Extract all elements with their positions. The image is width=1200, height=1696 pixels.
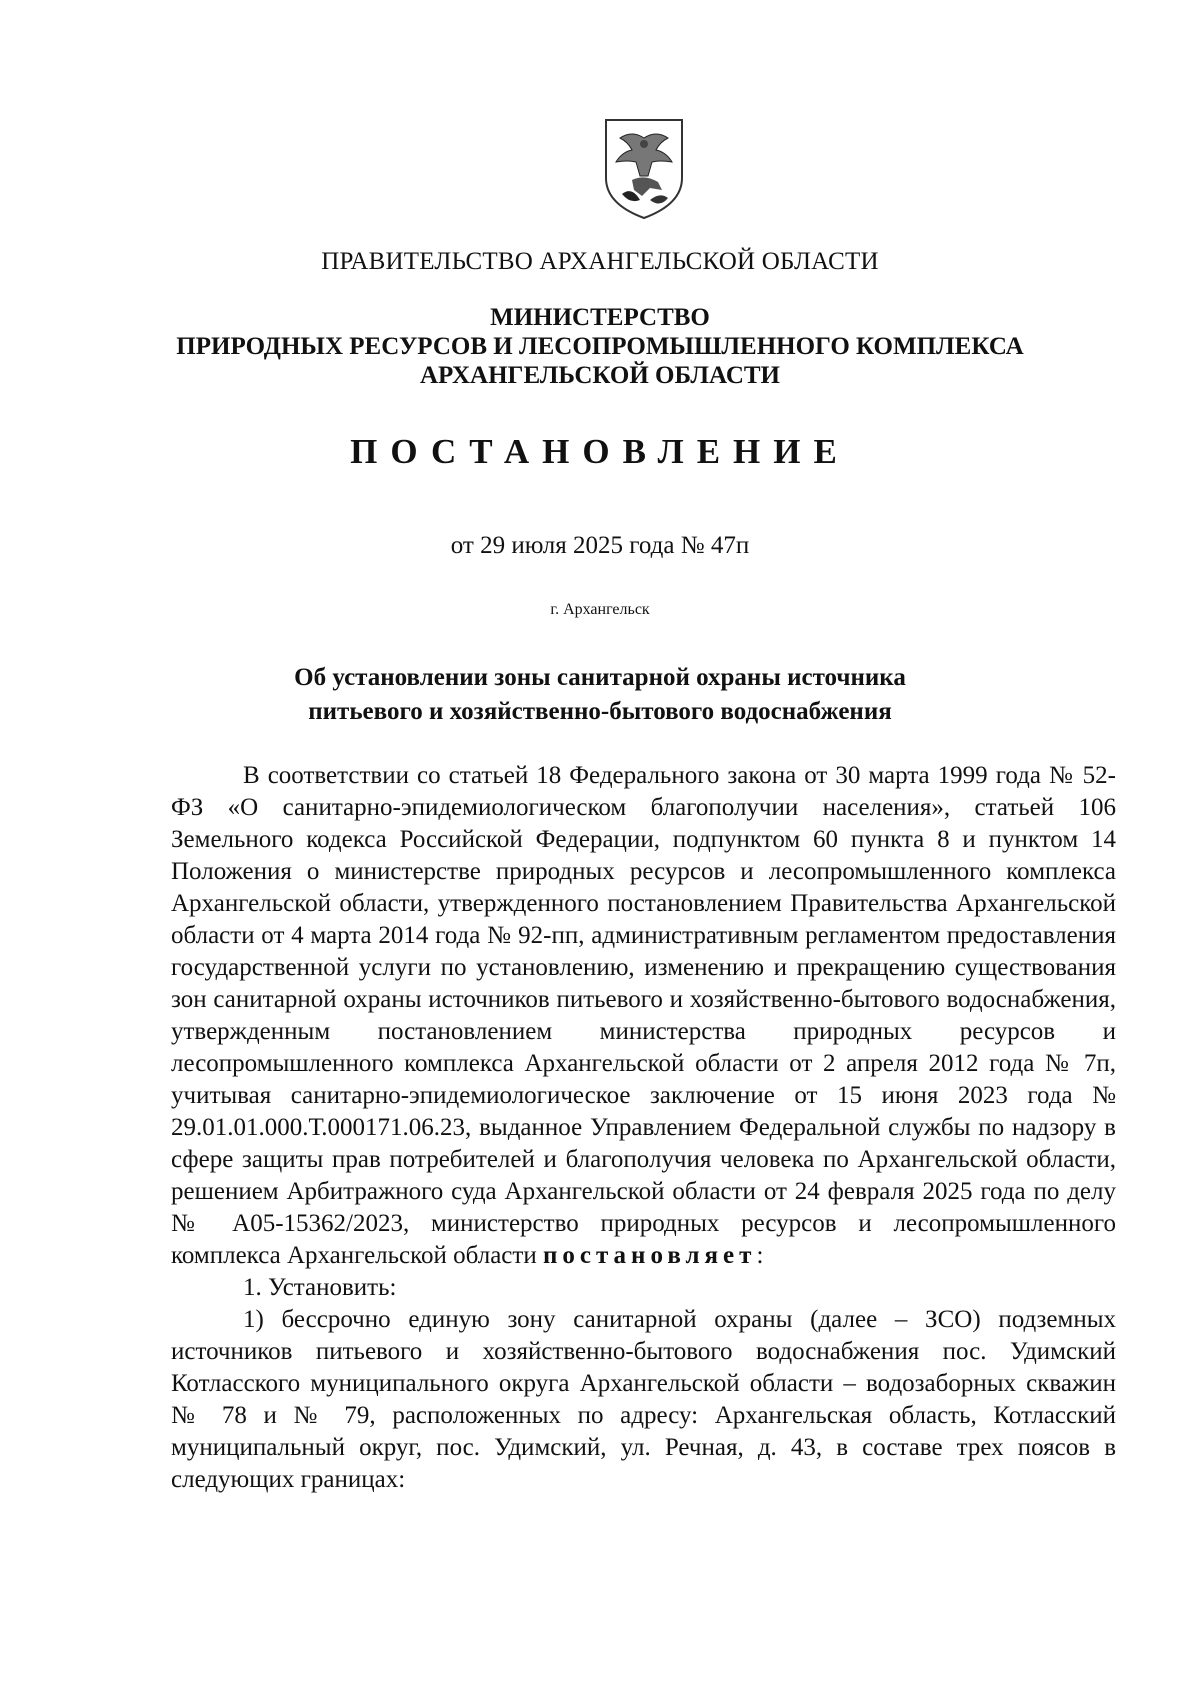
- ministry-line-1: МИНИСТЕРСТВО: [490, 304, 710, 331]
- item-1: 1. Установить:: [243, 1274, 397, 1301]
- coat-of-arms-icon: [602, 116, 686, 220]
- document-city: г. Архангельск: [550, 601, 650, 618]
- resolves-word: постановляет: [542, 1242, 757, 1269]
- government-name: ПРАВИТЕЛЬСТВО АРХАНГЕЛЬСКОЙ ОБЛАСТИ: [321, 248, 879, 275]
- resolves-colon: :: [756, 1242, 764, 1269]
- document-type: ПОСТАНОВЛЕНИЕ: [350, 432, 850, 471]
- ministry-line-2: ПРИРОДНЫХ РЕСУРСОВ И ЛЕСОПРОМЫШЛЕННОГО КОМПЛЕКСА: [176, 333, 1024, 360]
- subject-line-2: питьевого и хозяйственно-бытового водоснабжения: [308, 698, 892, 725]
- ministry-name: [0, 303, 1200, 390]
- document-body: [171, 760, 1116, 1496]
- document-subject: [0, 661, 1200, 729]
- item-1-1: 1) бессрочно единую зону санитарной охраны (далее – ЗСО) подземных источников питьевого и хозяйственно-бытового водоснабжения пос. Удимский Котласского муниципального округа Архангельской области – водозаборных скважин № 78 и № 79, расположенных по адресу: Архангельская область, Котласский муниципальный округ, пос. Удимский, ул. Речная, д. 43, в составе трех поясов в следующих границах:: [171, 1306, 1116, 1493]
- preamble-text: В соответствии со статьей 18 Федерального закона от 30 марта 1999 года № 52-ФЗ «О санитарно-эпидемиологическом благополучии населения», статьей 106 Земельного кодекса Российской Федерации, подпунктом 60 пункта 8 и пунктом 14 Положения о министерстве природных ресурсов и лесопромышленного комплекса Архангельской области, утвержденного постановлением Правительства Архангельской области от 4 марта 2014 года № 92-пп, административным регламентом предоставления государственной услуги по установлению, изменению и прекращению существования зон санитарной охраны источников питьевого и хозяйственно-бытового водоснабжения, утвержденным постановлением министерства природных ресурсов и лесопромышленного комплекса Архангельской области от 2 апреля 2012 года № 7п, учитывая санитарно-эпидемиологическое заключение от 15 июня 2023 года № 29.01.01.000.Т.000171.06.23, выданное Управлением Федеральной службы по надзору в сфере защиты прав потребителей и благополучия человека по Архангельской области, решением Арбитражного суда Архангельской области от 24 февраля 2025 года по делу № А05-15362/2023, министерство природных ресурсов и лесопромышленного комплекса Архангельской области: [171, 762, 1116, 1269]
- subject-line-1: Об установлении зоны санитарной охраны источника: [294, 664, 906, 691]
- document-date-number: от 29 июля 2025 года № 47п: [450, 532, 750, 559]
- preamble-paragraph: [171, 760, 1116, 1272]
- ministry-line-3: АРХАНГЕЛЬСКОЙ ОБЛАСТИ: [420, 362, 780, 389]
